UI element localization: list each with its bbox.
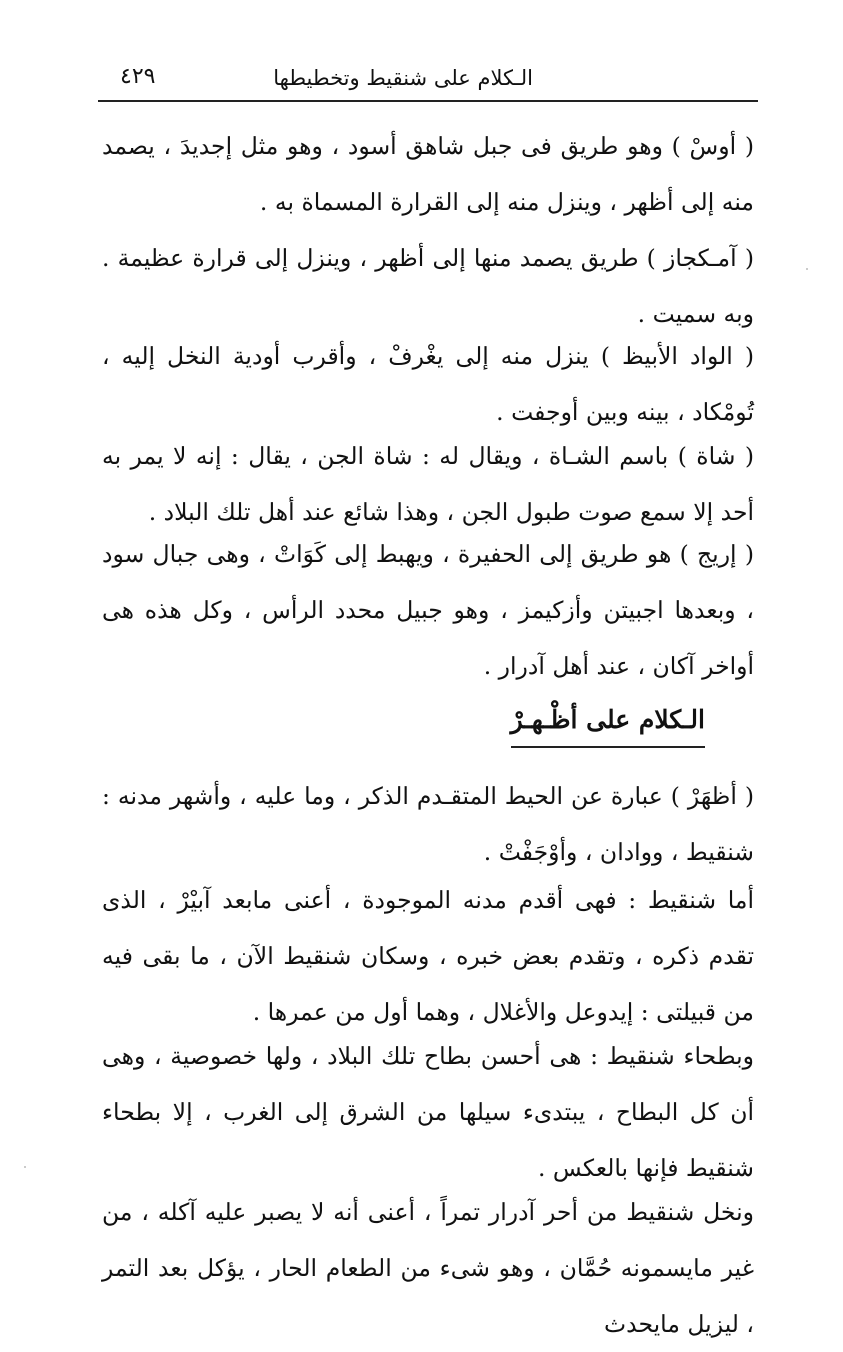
- section-heading: الـكلام على أظْـهـرْ: [511, 700, 705, 748]
- paragraph-batha: وبطحاء شنقيط : هى أحسن بطاح تلك البلاد ، ولها خصوصية ، وهى أن كل البطاح ، يبتدىء سيلها من الشرق إلى الغرب ، إلا بطحاء شنقيط فإنها بالعكس .: [102, 1042, 754, 1182]
- paper-speck: [24, 1166, 26, 1168]
- paragraph-amkjaz: ( آمـكجاز ) طريق يصمد منها إلى أظهر ، وينزل إلى قرارة عظيمة . وبه سميت .: [102, 244, 754, 328]
- paragraph-shinqit: أما شنقيط : فهى أقدم مدنه الموجودة ، أعنى مابعد آبيْرْ ، الذى تقدم ذكره ، وتقدم بعض خبره ، وسكان شنقيط الآن ، ما بقى فيه من قبيلتى : إيدوعل والأغلال ، وهما أول من عمرها .: [102, 886, 754, 1026]
- paragraph-aws: ( أوسْ ) وهو طريق فى جبل شاهق أسود ، وهو مثل إجديدَ ، يصمد منه إلى أظهر ، وينزل منه إلى القرارة المسماة به .: [102, 132, 754, 216]
- header-rule: [98, 100, 758, 102]
- paragraph-wad-abyad: ( الواد الأبيظ ) ينزل منه إلى يغْرفْ ، وأقرب أودية النخل إليه ، تُومْكاد ، بينه وبين أوجفت .: [102, 342, 754, 426]
- paper-speck: [806, 268, 808, 270]
- running-header: [98, 62, 758, 98]
- paragraph-azhar: ( أظهَرْ ) عبارة عن الحيط المتقـدم الذكر ، وما عليه ، وأشهر مدنه : شنقيط ، ووادان ، وأوْجَفْتْ .: [102, 782, 754, 866]
- running-title: الـكلام على شنقيط وتخطيطها: [273, 66, 533, 90]
- paragraph-irij: ( إريج ) هو طريق إلى الحفيرة ، ويهبط إلى كَوَاتْ ، وهى جبال سود ، وبعدها اجبيتن وأزكيمز ، وهو جبيل محدد الرأس ، وكل هذه هى أواخر آكان ، عند أهل آدرار .: [102, 540, 754, 680]
- paragraph-shat: ( شاة ) باسم الشـاة ، ويقال له : شاة الجن ، يقال : إنه لا يمر به أحد إلا سمع صوت طبول الجن ، وهذا شائع عند أهل تلك البلاد .: [102, 442, 754, 526]
- paragraph-nakhl: ونخل شنقيط من أحر آدرار تمراً ، أعنى أنه لا يصبر عليه آكله ، من غير مايسمونه حُمَّان ، وهو شىء من الطعام الحار ، يؤكل بعد التمر ، ليزيل مايحدث: [102, 1198, 754, 1338]
- page-number: ٤٢٩: [120, 64, 156, 89]
